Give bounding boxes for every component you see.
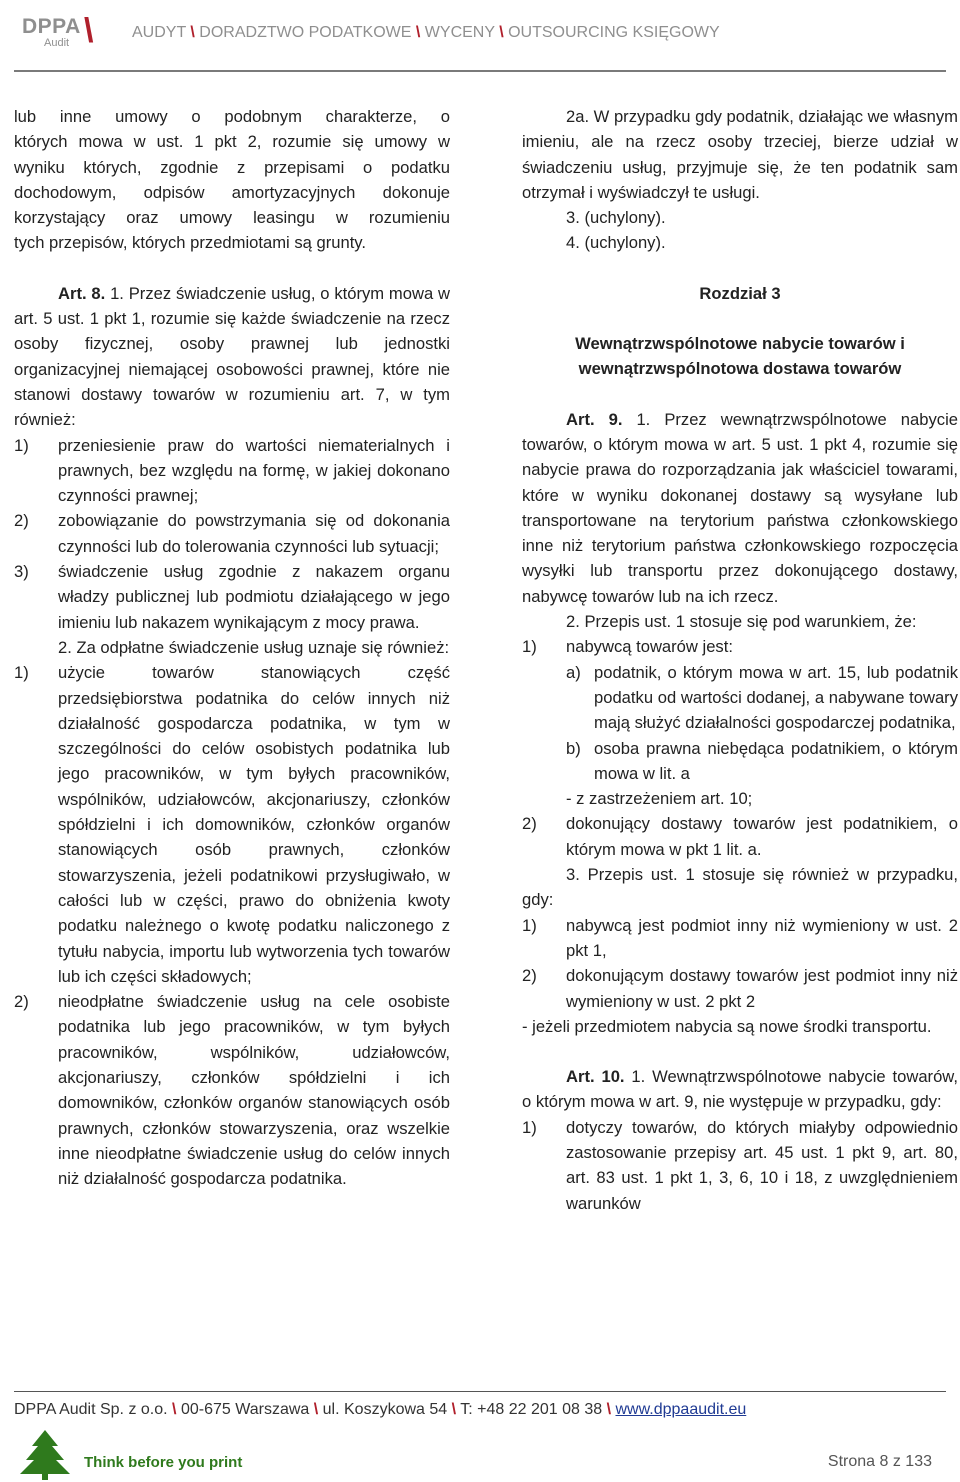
sub-item: a) podatnik, o którym mowa w art. 15, lub podatnik podatku od wartości dodanej, a nabywane towary mają służyć działalności gospodarczej podatnika, [566, 662, 958, 733]
list-item: 1) nabywcą towarów jest: [522, 637, 733, 657]
chapter-title: Wewnątrzwspólnotowe nabycie towarów i [575, 334, 905, 354]
tree-icon [14, 1428, 76, 1480]
separator-icon: \ [172, 1401, 177, 1418]
list-item: 2) zobowiązanie do powstrzymania się od dokonania czynności lub do tolerowania czynności lub sytuacji; [14, 511, 450, 556]
street: ul. Koszykowa 54 [322, 1401, 448, 1418]
right-column [522, 104, 958, 1216]
service-tax: DORADZTWO PODATKOWE [199, 24, 412, 41]
service-valuation: WYCENY [424, 24, 495, 41]
chapter-title: wewnątrzwspólnotowa dostawa towarów [578, 359, 902, 379]
company-name: DPPA Audit Sp. z o.o. [14, 1401, 168, 1418]
paragraph: 3. (uchylony). [566, 208, 666, 228]
page-number: Strona 8 z 133 [827, 1453, 932, 1470]
article-heading: Art. 8. [58, 283, 106, 303]
footer-contact [14, 1401, 746, 1419]
list-item: 1) dotyczy towarów, do których miałyby odpowiednio zastosowanie przepisy art. 45 ust. 1 pkt 9, art. 80, art. 83 ust. 1 pkt 1, 3, 6, 10 i 18, z uwzględnieniem warunków [522, 1117, 958, 1213]
text-line: wyniku których, zgodnie z przepisami o podatku [14, 157, 450, 177]
website-link[interactable]: www.dppaaudit.eu [615, 1401, 747, 1418]
address: 00-675 Warszawa [180, 1401, 310, 1418]
separator-icon: \ [313, 1401, 319, 1418]
page-header [0, 0, 960, 72]
sub-item: b) osoba prawna niebędąca podatnikiem, o którym mowa w lit. a [566, 738, 958, 783]
article-9 [522, 407, 958, 609]
paragraph: - jeżeli przedmiotem nabycia są nowe środki transportu. [522, 1016, 932, 1036]
separator-icon: \ [451, 1401, 457, 1418]
eco-slogan: Think before you print [84, 1454, 243, 1471]
text-line: których mowa w ust. 1 pkt 2, rozumie się umowy w [14, 132, 450, 152]
list-item: 2) dokonującym dostawy towarów jest podmiot inny niż wymieniony w ust. 2 pkt 2 [522, 966, 958, 1011]
list-item: 2) nieodpłatne świadczenie usług na cele osobiste podatnika lub jego pracowników, w tym byłych pracowników, wspólników, udziałowców, akcjonariuszy, członków spółdzielni i ich domowników, członków organów stanowiących osób prawnych, członków stowarzyszenia, oraz wszelkie inne nieodpłatne świadczenie usług do celów innych niż działalność gospodarcza podatnika. [14, 992, 450, 1189]
list-item: 3) świadczenie usług zgodnie z nakazem organu władzy publicznej lub podmiotu działającego w jego imieniu lub nakazem wynikającym z mocy prawa. [14, 562, 450, 632]
paragraph: 2. Za odpłatne świadczenie usług uznaje się również: [58, 637, 450, 657]
paragraph: 2a. W przypadku gdy podatnik, działając we własnym imieniu, ale na rzecz osoby trzeciej, bierze udział w świadczeniu usług, przyjmuje się, że ten podatnik sam otrzymał i wyświadczył te usługi. [522, 107, 958, 202]
paragraph: 2. Przepis ust. 1 stosuje się pod warunkiem, że: [566, 612, 917, 632]
article-text: 1. Przez świadczenie usług, o którym mowa w art. 5 ust. 1 pkt 1, rozumie się każde świadczenie na rzecz osoby fizycznej, osoby prawnej lub jednostki organizacyjnej niemającej osobowości prawnej, które nie stanowi dostawy towarów w rozumieniu art. 7, w tym również: [14, 283, 450, 430]
text-line: dochodowym, odpisów amortyzacyjnych dokonuje [14, 182, 450, 202]
article-heading: Art. 10. [566, 1067, 625, 1087]
article-10 [522, 1064, 958, 1115]
footer-divider [14, 1391, 946, 1392]
company-logo [22, 12, 102, 50]
service-audit: AUDYT [132, 24, 186, 41]
paragraph: 3. Przepis ust. 1 stosuje się również w przypadku, gdy: [522, 865, 958, 910]
article-text: 1. Wewnątrzwspólnotowe nabycie towarów, o którym mowa w art. 9, nie występuje w przypadku, gdy: [522, 1067, 958, 1112]
text-line: tych przepisów, których przedmiotami są grunty. [14, 233, 366, 253]
list-item: 2) dokonujący dostawy towarów jest podatnikiem, o którym mowa w pkt 1 lit. a. [522, 814, 958, 859]
header-services [132, 24, 720, 42]
paragraph: 4. (uchylony). [566, 233, 666, 253]
list-item: 1) użycie towarów stanowiących część przedsiębiorstwa podatnika do celów innych niż działalność gospodarcza podatnika, w tym w szczególności do celów osobistych podatnika lub jego pracowników, w tym byłych pracowników, wspólników, udziałowców, akcjonariuszy, członków spółdzielni i ich domowników, członków organów stanowiących osób prawnych, członków stowarzyszenia, jeżeli podatnikowi przysługiwało, w całości lub w części, prawo do obniżenia kwoty podatku należnego o kwotę podatku naliczonego z tytułu nabycia, importu lub wytworzenia tych towarów lub ich części składowych; [14, 663, 450, 986]
article-text: 1. Przez wewnątrzwspólnotowe nabycie towarów, o którym mowa w art. 5 ust. 1 pkt 4, rozumie się nabycie prawa do rozporządzania jak właściciel towarami, które w wyniku dokonanej dostawy są wysyłane lub transportowane na terytorium państwa członkowskiego inne niż terytorium państwa członkowskiego rozpoczęcia wysyłki lub transportu przez dokonującego dostawy, nabywcę towarów lub na ich rzecz. [522, 409, 958, 606]
list-item: 1) przeniesienie praw do wartości niematerialnych i prawnych, bez względu na formę, w jakiej dokonano czynności prawnej; [14, 435, 450, 506]
phone: T: +48 22 201 08 38 [460, 1401, 603, 1418]
service-outsourcing: OUTSOURCING KSIĘGOWY [508, 24, 720, 41]
logo-sub: Audit [44, 37, 70, 49]
logo-main: DPPA [22, 15, 81, 38]
separator-icon: \ [415, 24, 421, 41]
paragraph: - z zastrzeżeniem art. 10; [566, 789, 753, 809]
separator-icon: \ [606, 1401, 612, 1418]
article-heading: Art. 9. [566, 409, 623, 429]
list-item: 1) nabywcą jest podmiot inny niż wymieniony w ust. 2 pkt 1, [522, 915, 958, 960]
article-8 [14, 281, 450, 433]
separator-icon: \ [190, 24, 195, 41]
separator-icon: \ [499, 24, 504, 41]
logo-slash-icon: \ [84, 12, 94, 50]
text-line: korzystający oraz umowy leasingu w rozumieniu [14, 208, 450, 228]
text-line: lub inne umowy o podobnym charakterze, o [14, 107, 450, 126]
chapter-number: Rozdział 3 [699, 283, 781, 303]
left-column [14, 104, 450, 1191]
header-divider [14, 70, 946, 72]
